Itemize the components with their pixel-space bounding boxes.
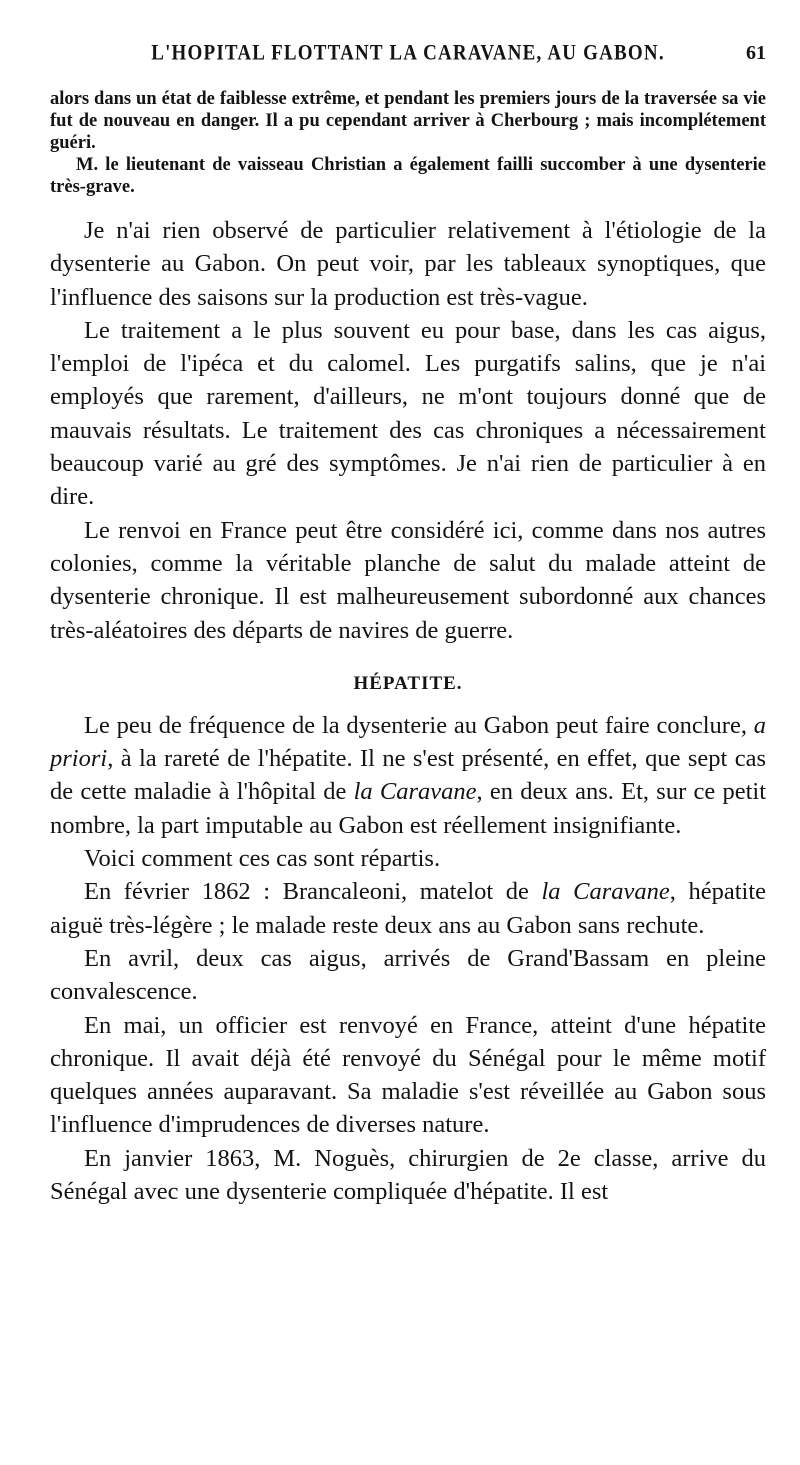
italic-run: a priori xyxy=(50,711,766,773)
page-number: 61 xyxy=(746,42,766,64)
italic-run: la Caravane xyxy=(541,878,670,906)
body-paragraph-1: Je n'ai rien observé de particulier relativement à l'étiologie de la dysenterie au Gabon. On peut voir, par les tableaux synoptiques, que l'influence des saisons sur la production est très-vague. xyxy=(50,217,766,311)
hepatite-paragraph-6: En janvier 1863, M. Noguès, chirurgien de 2e classe, arrive du Sénégal avec une dysenterie compliquée d'hépatite. Il est xyxy=(50,1144,766,1206)
intro-paragraph-1: alors dans un état de faiblesse extrême, et pendant les premiers jours de la traversée sa vie fut de nouveau en danger. Il a pu cependant arriver à Cherbourg ; mais incomplétement guéri. xyxy=(50,89,766,153)
italic-run: la Caravane xyxy=(353,778,477,806)
main-text xyxy=(50,214,766,1208)
body-paragraph-2: Le traitement a le plus souvent eu pour base, dans les cas aigus, l'emploi de l'ipéca et du calomel. Les purgatifs salins, que je n'ai employés que rarement, d'ailleurs, ne m'ont toujours donné que de mauvais résultats. Le traitement des cas chroniques a nécessairement beaucoup varié au gré des symptômes. Je n'ai rien de particulier à en dire. xyxy=(50,316,766,511)
hepatite-paragraph-2: Voici comment ces cas sont répartis. xyxy=(84,845,441,873)
text-run: , à la rareté de l'hépatite. Il ne s'est présenté, en effet, que sept cas de cette maladie à l'hôpital de xyxy=(50,745,766,806)
text-run: En février 1862 : Brancaleoni, matelot de xyxy=(84,878,542,906)
hepatite-paragraph-4: En avril, deux cas aigus, arrivés de Grand'Bassam en pleine convalescence. xyxy=(50,944,766,1006)
page-header xyxy=(50,42,766,88)
hepatite-paragraph-1 xyxy=(50,709,766,842)
text-run: , hépatite aiguë très-légère ; le malade reste deux ans au Gabon sans rechute. xyxy=(50,878,767,939)
continued-text xyxy=(50,88,766,198)
text-run: Le peu de fréquence de la dysenterie au Gabon peut faire conclure, xyxy=(84,711,754,739)
hepatite-paragraph-3 xyxy=(50,875,766,942)
hepatite-paragraph-5: En mai, un officier est renvoyé en France, atteint d'une hépatite chronique. Il avait déjà été renvoyé du Sénégal pour le même motif quelques années auparavant. Sa maladie s'est réveillée au Gabon sous l'influence d'imprudences de diverses nature. xyxy=(50,1011,766,1139)
text-run: , en deux ans. Et, sur ce petit nombre, la part imputable au Gabon est réellement insignifiante. xyxy=(50,778,766,839)
body-paragraph-3: Le renvoi en France peut être considéré ici, comme dans nos autres colonies, comme la véritable planche de salut du malade atteint de dysenterie chronique. Il est malheureusement subordonné aux chances très-aléatoires des départs de navires de guerre. xyxy=(50,516,766,644)
running-head: L'HOPITAL FLOTTANT LA CARAVANE, AU GABON. xyxy=(151,41,665,66)
section-heading: HÉPATITE. xyxy=(353,672,463,694)
intro-paragraph-2: M. le lieutenant de vaisseau Christian a également failli succomber à une dysenterie très-grave. xyxy=(50,155,766,197)
